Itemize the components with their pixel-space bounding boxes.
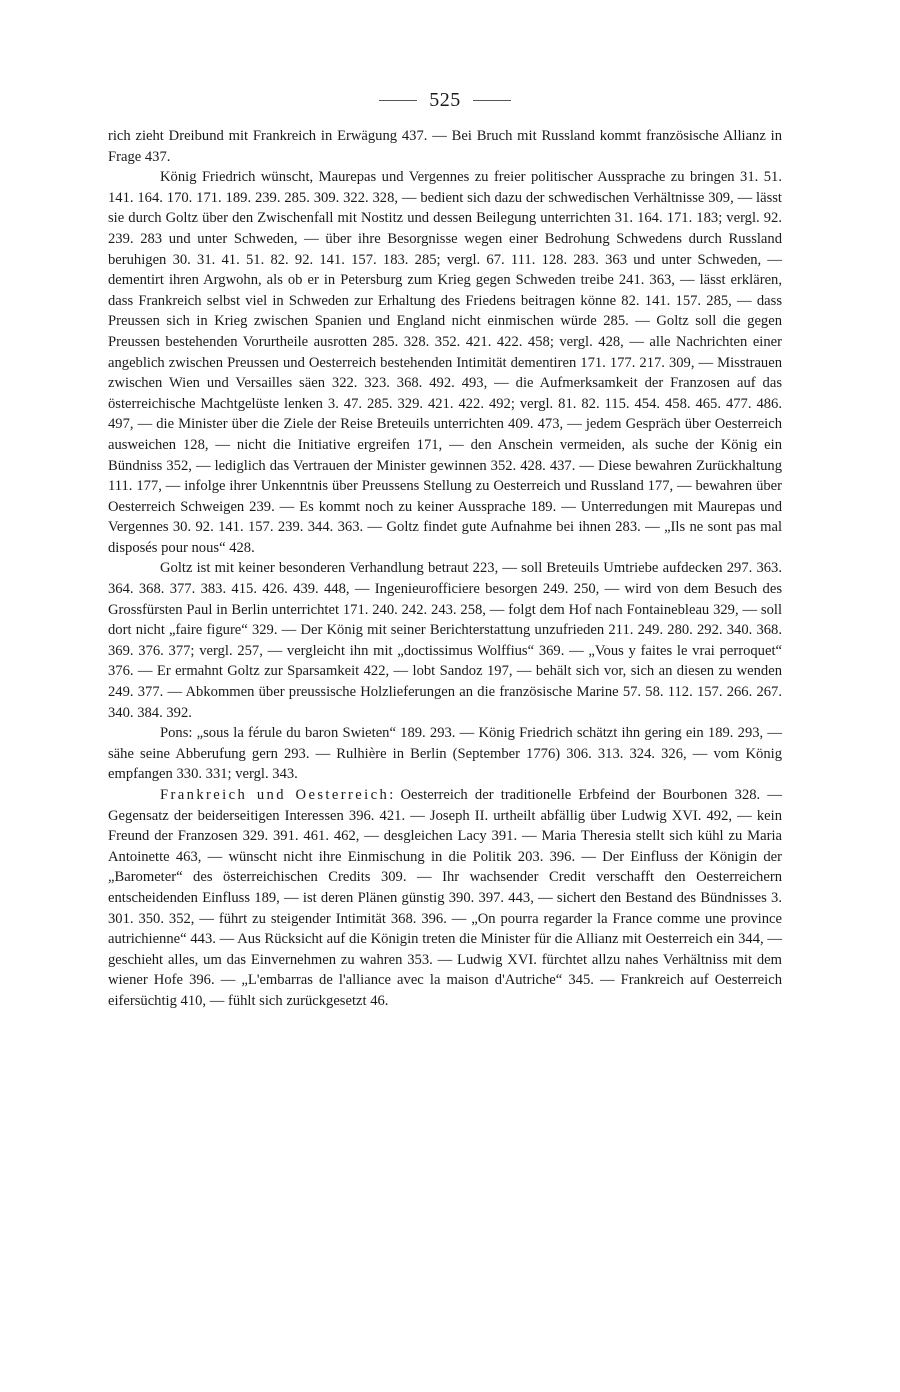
- document-page: [108, 84, 782, 1012]
- page-header: [108, 84, 782, 116]
- section-heading: Frankreich und Oesterreich: [160, 787, 390, 803]
- paragraph-text: König Friedrich wünscht, Maurepas und Vergennes zu freier politischer Aussprache zu bringen 31. 51. 141. 164. 170. 171. 189. 239. 285. 309. 322. 328, — bedient sich dazu der schwedischen Verhältnisse 309, — lässt sie durch Goltz über den Zwischenfall mit Nostitz und dessen Beilegung unterrichten 31. 164. 171. 183; vergl. 92. 239. 283 und unter Schweden, — über ihre Besorgnisse wegen einer Bedrohung Schwedens durch Russland beruhigen 30. 31. 41. 51. 82. 92. 141. 157. 183. 285; vergl. 67. 111. 128. 283. 363 und unter Schweden, — dementirt ihren Argwohn, als ob er in Petersburg zum Krieg gegen Schweden treibe 241. 363, — lässt erklären, dass Frankreich selbst viel in Schweden zur Erhaltung des Friedens beitragen könne 82. 141. 157. 285, — dass Preussen sich in Krieg zwischen Spanien und England nicht einmischen würde 285. — Goltz soll die gegen Preussen bestehenden Vorurtheile ausrotten 285. 328. 352. 421. 422. 458; vergl. 428, — alle Nachrichten einer angeblich zwischen Preussen und Oesterreich bestehenden Intimität dementiren 171. 177. 217. 309, — Misstrauen zwischen Wien und Versailles säen 322. 323. 368. 492. 493, — die Aufmerksamkeit der Franzosen auf das österreichische Machtgelüste lenken 3. 47. 285. 329. 421. 422. 492; vergl. 81. 82. 115. 454. 458. 465. 477. 486. 497, — die Minister über die Ziele der Reise Breteuils unterrichten 409. 473, — jedem Gespräch über Oesterreich ausweichen 128, — nicht die Initiative ergreifen 171, — den Anschein vermeiden, als suche der König ein Bündniss 352, — lediglich das Vertrauen der Minister gewinnen 352. 428. 437. — Diese bewahren Zurückhaltung 111. 177, — infolge ihrer Unkenntnis über Preussens Stellung zu Oesterreich und Russland 177, — bewahren über Oesterreich Schweigen 239. — Es kommt noch zu keiner Aussprache 189. — Unterredungen mit Maurepas und Vergennes 30. 92. 141. 157. 239. 344. 363. — Goltz findet gute Aufnahme bei ihnen 283. — „Ils ne sont pas mal disposés pour nous“ 428.: [108, 169, 782, 556]
- paragraph-goltz: [108, 558, 782, 723]
- paragraph-text: Goltz ist mit keiner besonderen Verhandlung betraut 223, — soll Breteuils Umtriebe aufdecken 297. 363. 364. 368. 377. 383. 415. 426. 439. 448, — Ingenieurofficiere besorgen 249. 250, — wird von dem Besuch des Grossfürsten Paul in Berlin unterrichtet 171. 240. 242. 243. 258, — folgt dem Hof nach Fontainebleau 329, — soll dort nicht „faire figure“ 329. — Der König mit seiner Berichterstattung unzufrieden 211. 249. 280. 292. 340. 368. 369. 376. 377; vergl. 257, — vergleicht ihn mit „doctissimus Wolffius“ 369. — „Vous y faites le vrai perroquet“ 376. — Er ermahnt Goltz zur Sparsamkeit 422, — lobt Sandoz 197, — behält sich vor, sich an diesen zu wenden 249. 377. — Abkommen über preussische Holzlieferungen an die französische Marine 57. 58. 112. 157. 266. 267. 340. 384. 392.: [108, 560, 782, 721]
- paragraph-koenig-friedrich: [108, 167, 782, 558]
- paragraph-pons: [108, 723, 782, 785]
- paragraph-frankreich-oesterreich: [108, 785, 782, 1012]
- paragraph-text: : Oesterreich der traditionelle Erbfeind der Bourbonen 328. — Gegensatz der beiderseitigen Interessen 396. 421. — Joseph II. urtheilt abfällig über Ludwig XVI. 492, — kein Freund der Franzosen 329. 391. 461. 462, — desgleichen Lacy 391. — Maria Theresia stellt sich kühl zu Maria Antoinette 463, — wünscht nicht ihre Einmischung in die Politik 203. 396. — Der Einfluss der Königin der „Barometer“ des österreichischen Credits 309. — Ihr wachsender Credit verschafft den Oesterreichern entscheidenden Einfluss 189, — ist deren Plänen günstig 390. 397. 443, — sichert den Bestand des Bündnisses 3. 301. 350. 352, — führt zu steigender Intimität 368. 396. — „On pourra regarder la France comme une province autrichienne“ 443. — Aus Rücksicht auf die Königin treten die Minister für die Allianz mit Oesterreich ein 344, — geschieht alles, um das Einvernehmen zu wahren 353. — Ludwig XVI. fürchtet allzu nahes Verhältniss mit dem wiener Hofe 396. — „L'embarras de l'alliance avec la maison d'Autriche“ 345. — Frankreich auf Oesterreich eifersüchtig 410, — fühlt sich zurückgesetzt 46.: [108, 787, 782, 1009]
- paragraph-continuation: [108, 126, 782, 167]
- paragraph-text: rich zieht Dreibund mit Frankreich in Erwägung 437. — Bei Bruch mit Russland kommt französische Allianz in Frage 437.: [108, 128, 782, 165]
- header-rule-right: [473, 100, 511, 101]
- page-number: 525: [429, 88, 461, 111]
- header-rule-left: [379, 100, 417, 101]
- paragraph-text: Pons: „sous la férule du baron Swieten“ 189. 293. — König Friedrich schätzt ihn gering ein 189. 293, — sähe seine Abberufung gern 293. — Rulhière in Berlin (September 1776) 306. 313. 324. 326, — vom König empfangen 330. 331; vergl. 343.: [108, 725, 782, 783]
- text-body: [108, 126, 782, 1012]
